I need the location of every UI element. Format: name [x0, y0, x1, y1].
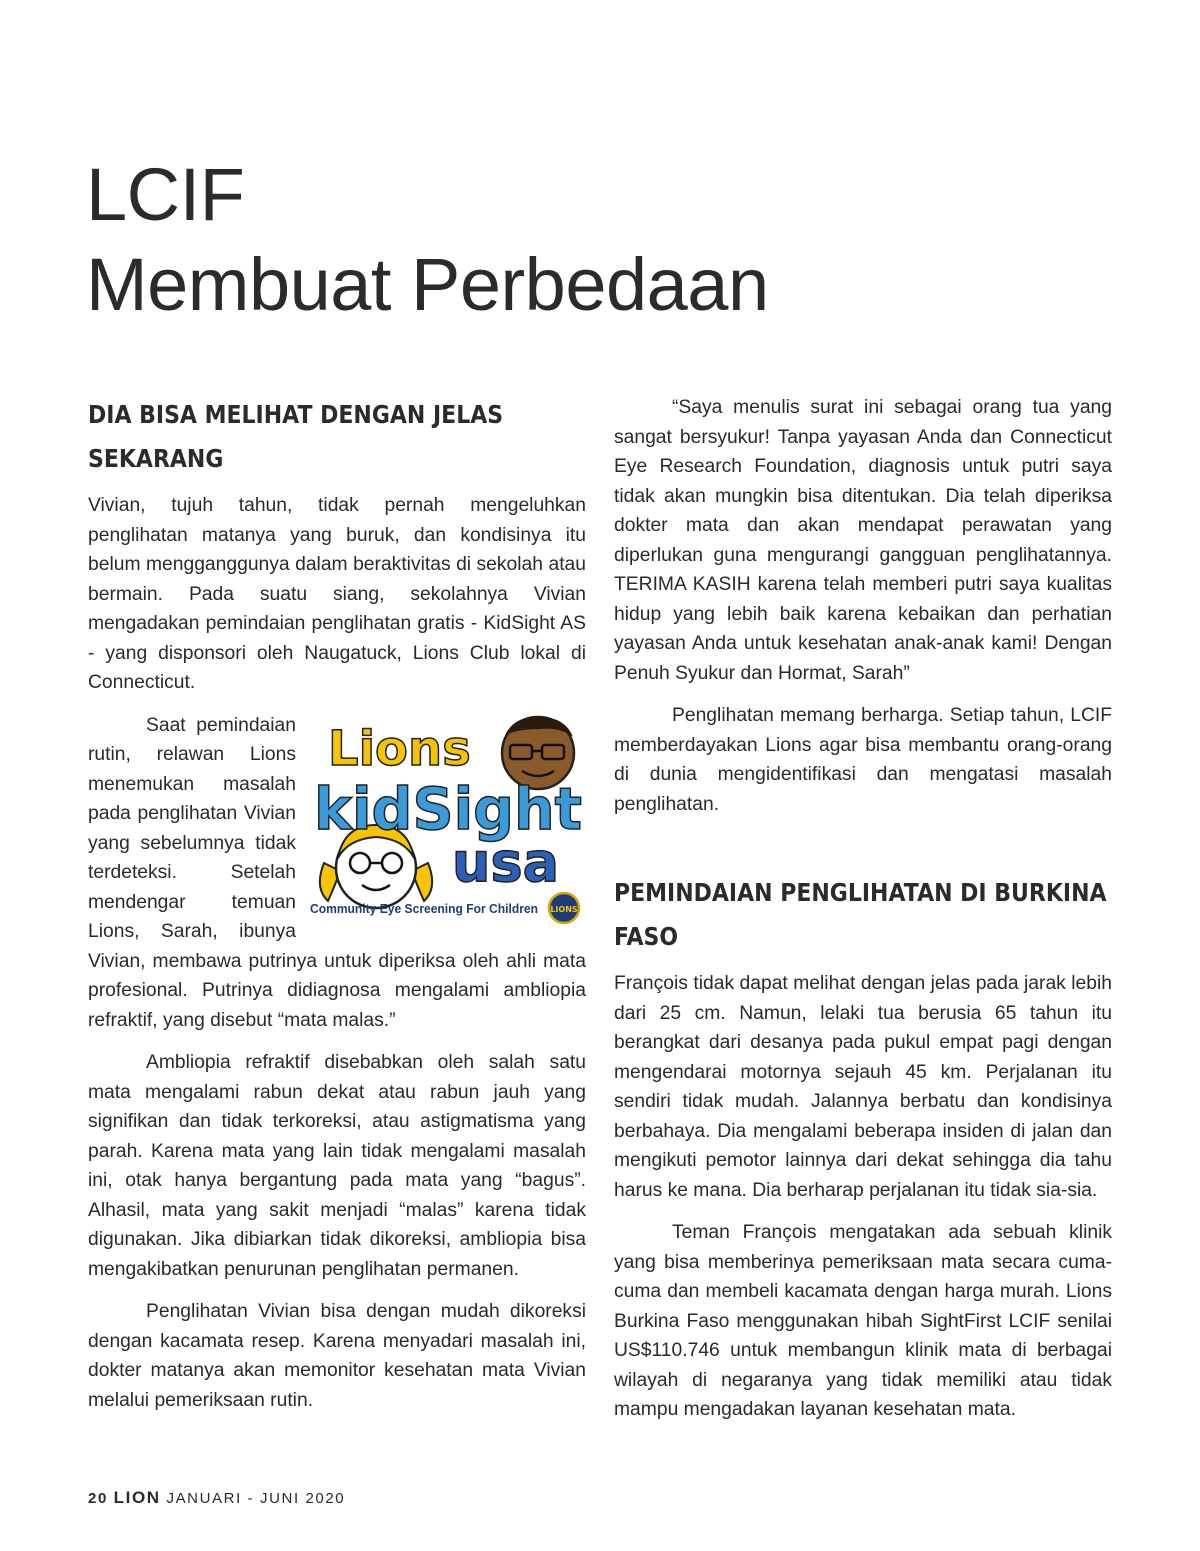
section-heading-vivian: DIA BISA MELIHAT DENGAN JELAS SEKARANG	[88, 400, 504, 473]
logo-tagline: Community Eye Screening For Children	[310, 900, 539, 916]
lions-emblem-icon	[549, 893, 579, 923]
logo-word-lions: Lions	[328, 720, 471, 777]
magazine-name: LION	[113, 1488, 161, 1507]
right-column	[614, 393, 1112, 1438]
logo-word-kidsight: kidSight	[314, 774, 582, 843]
page-number: 20	[88, 1490, 108, 1507]
paragraph: “Saya menulis surat ini sebagai orang tua yang sangat bersyukur! Tanpa yayasan Anda dan Connecticut Eye Research Foundation, diagnosis untuk putri saya tidak akan mungkin bisa ditentukan. Dia telah diperiksa dokter mata dan akan mendapat perawatan yang diperlukan guna mengurangi gangguan penglihatannya. TERIMA KASIH karena telah memberi putri saya kualitas hidup yang lebih baik karena kebaikan dan perhatian yayasan Anda untuk kesehatan anak-anak kami! Dengan Penuh Syukur dan Hormat, Sarah”	[614, 397, 1112, 684]
left-column	[88, 393, 586, 1428]
lions-kidsight-usa-logo	[310, 713, 586, 925]
title-line-2: Membuat Perbedaan	[86, 243, 769, 326]
title-line-1: LCIF	[86, 153, 245, 236]
page-title	[86, 150, 769, 330]
section-heading-burkina-faso: PEMINDAIAN PENGLIHATAN DI BURKINA FASO	[614, 878, 1107, 951]
paragraph: Penglihatan Vivian bisa dengan mudah dikoreksi dengan kacamata resep. Karena menyadari masalah ini, dokter matanya akan memonitor kesehatan mata Vivian melalui pemeriksaan rutin.	[88, 1301, 586, 1411]
logo-word-usa: usa	[452, 830, 560, 894]
page-footer	[88, 1488, 345, 1508]
paragraph: Vivian, tujuh tahun, tidak pernah mengeluhkan penglihatan matanya yang buruk, dan kondisinya itu belum mengganggunya dalam beraktivitas di sekolah atau bermain. Pada suatu siang, sekolahnya Vivian mengadakan pemindaian penglihatan gratis - KidSight AS - yang disponsori oleh Naugatuck, Lions Club lokal di Connecticut.	[88, 495, 586, 693]
paragraph: Penglihatan memang berharga. Setiap tahun, LCIF memberdayakan Lions agar bisa membantu orang-orang di dunia mengidentifikasi dan mengatasi masalah penglihatan.	[614, 705, 1112, 815]
issue-date: JANUARI - JUNI 2020	[166, 1490, 346, 1507]
emblem-text: LIONS	[550, 904, 578, 914]
paragraph: François tidak dapat melihat dengan jelas pada jarak lebih dari 25 cm. Namun, lelaki tua berusia 65 tahun itu berangkat dari desanya pada pukul empat pagi dengan mengendarai motornya sejauh 45 km. Perjalanan itu sendiri tidak mudah. Jalannya berbatu dan kondisinya berbahaya. Dia mengalami beberapa insiden di jalan dan mengikuti pemotor lainnya dari dekat sehingga dia tahu harus ke mana. Dia berharap perjalanan itu tidak sia-sia.	[614, 973, 1112, 1201]
paragraph: Teman François mengatakan ada sebuah klinik yang bisa memberinya pemeriksaan mata secara cuma-cuma dan membeli kacamata dengan harga murah. Lions Burkina Faso menggunakan hibah SightFirst LCIF senilai US$110.746 untuk membangun klinik mata di berbagai wilayah di negaranya yang tidak memiliki atau tidak mampu mengadakan layanan kesehatan mata.	[614, 1222, 1112, 1420]
paragraph: Saat pemindaian rutin, relawan Lions menemukan masalah pada penglihatan Vivian yang sebelumnya tidak terdeteksi. Setelah mendengar temuan Lions, Sarah, ibunya Vivian, membawa putrinya untuk diperiksa oleh ahli mata profesional. Putrinya didiagnosa mengalami ambliopia refraktif, yang disebut “mata malas.”	[88, 714, 586, 1031]
paragraph: Ambliopia refraktif disebabkan oleh salah satu mata mengalami rabun dekat atau rabun jauh yang signifikan dan tidak terkoreksi, atau astigmatisma yang parah. Karena mata yang lain tidak mengalami masalah ini, otak hanya bergantung pada mata yang “bagus”. Alhasil, mata yang sakit menjadi “malas” karena tidak digunakan. Jika dibiarkan tidak dikoreksi, ambliopia bisa mengakibatkan penurunan penglihatan permanen.	[88, 1052, 586, 1280]
